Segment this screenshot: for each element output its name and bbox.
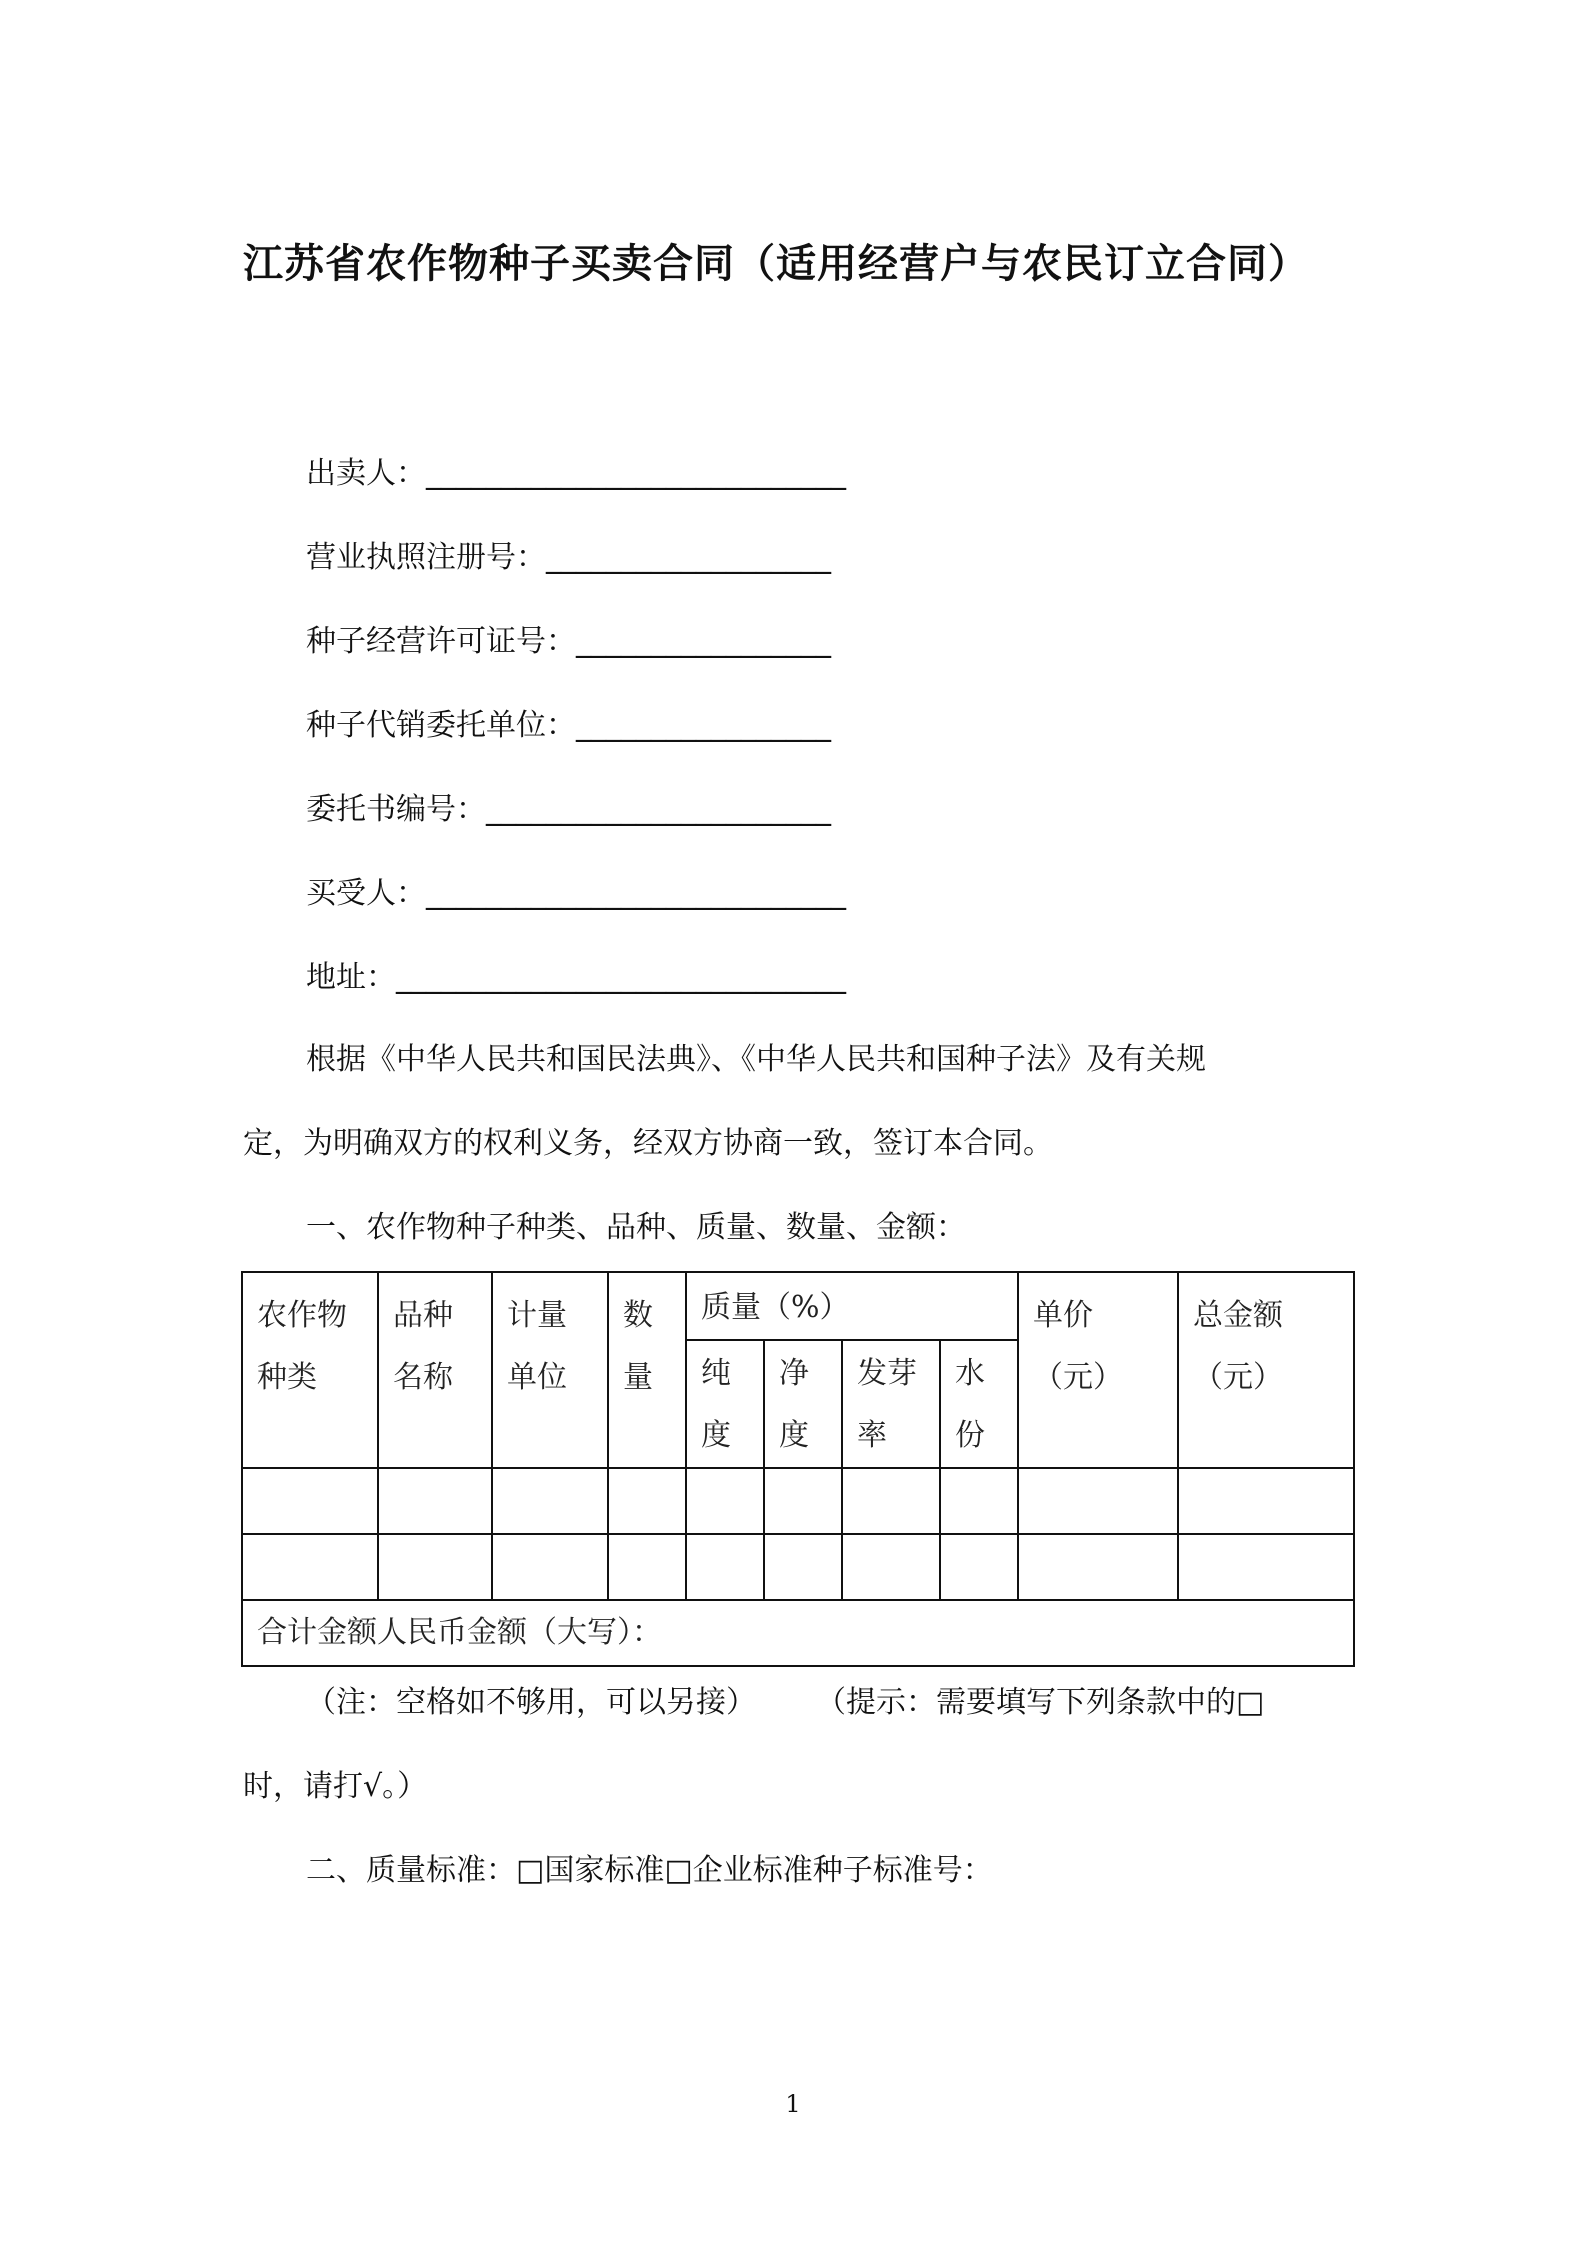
table-cell[interactable] (940, 1468, 1018, 1534)
table-cell[interactable] (492, 1534, 608, 1600)
table-cell[interactable] (378, 1534, 492, 1600)
table-row (242, 1468, 1354, 1534)
field-consignment-unit (306, 706, 831, 746)
table-cell[interactable] (608, 1468, 686, 1534)
header-total-amount: 总金额 （元） (1178, 1272, 1354, 1468)
field-blank[interactable]: ___________________ (546, 540, 831, 575)
field-business-license (306, 538, 831, 578)
document-title: 江苏省农作物种子买卖合同（适用经营户与农民订立合同） (243, 241, 1309, 287)
header-crop-type: 农作物 种类 (242, 1272, 378, 1468)
intro-line-2: 定，为明确双方的权利义务，经双方协商一致，签订本合同。 (243, 1126, 1053, 1161)
header-quantity: 数 量 (608, 1272, 686, 1468)
table-cell[interactable] (940, 1534, 1018, 1600)
intro-line-1: 根据《中华人民共和国民法典》、《中华人民共和国种子法》及有关规 (306, 1042, 1206, 1077)
field-label: 种子经营许可证号： (306, 624, 576, 659)
table-cell[interactable] (1018, 1534, 1178, 1600)
header-unit: 计量 单位 (492, 1272, 608, 1468)
field-entrustment-number (306, 790, 831, 830)
field-blank[interactable]: ____________________________ (426, 456, 846, 491)
field-seller (306, 454, 846, 494)
field-label: 出卖人： (306, 456, 426, 491)
table-cell[interactable] (686, 1468, 764, 1534)
total-amount-row[interactable]: 合计金额人民币金额（大写）： (242, 1600, 1354, 1666)
field-blank[interactable]: ____________________________ (426, 876, 846, 911)
subheader-purity: 纯 度 (686, 1340, 764, 1468)
seed-spec-table (241, 1271, 1355, 1667)
section-2-quality-standard: 二、质量标准：□国家标准□企业标准种子标准号： (306, 1853, 993, 1888)
table-cell[interactable] (492, 1468, 608, 1534)
field-label: 委托书编号： (306, 792, 486, 827)
subheader-germination: 发芽 率 (842, 1340, 940, 1468)
page-number: 1 (785, 2090, 801, 2118)
table-cell[interactable] (242, 1468, 378, 1534)
table-cell[interactable] (686, 1534, 764, 1600)
field-blank[interactable]: ______________________________ (396, 960, 846, 995)
table-cell[interactable] (842, 1534, 940, 1600)
table-cell[interactable] (608, 1534, 686, 1600)
note-line-1: （注：空格如不够用，可以另接） （提示：需要填写下列条款中的□ (306, 1685, 1265, 1720)
table-cell[interactable] (242, 1534, 378, 1600)
field-blank[interactable]: _________________ (576, 708, 831, 743)
field-label: 营业执照注册号： (306, 540, 546, 575)
table-cell[interactable] (842, 1468, 940, 1534)
header-variety: 品种 名称 (378, 1272, 492, 1468)
table-cell[interactable] (1178, 1468, 1354, 1534)
subheader-cleanliness: 净 度 (764, 1340, 842, 1468)
field-blank[interactable]: _________________ (576, 624, 831, 659)
table-cell[interactable] (764, 1468, 842, 1534)
field-address (306, 958, 846, 998)
table-row (242, 1534, 1354, 1600)
field-label: 地址： (306, 960, 396, 995)
header-quality: 质量（%） (686, 1272, 1018, 1340)
field-label: 买受人： (306, 876, 426, 911)
header-unit-price: 单价 （元） (1018, 1272, 1178, 1468)
table-cell[interactable] (1018, 1468, 1178, 1534)
field-seed-license (306, 622, 831, 662)
section-1-heading: 一、农作物种子种类、品种、质量、数量、金额： (306, 1210, 966, 1245)
subheader-moisture: 水 份 (940, 1340, 1018, 1468)
table-cell[interactable] (764, 1534, 842, 1600)
field-blank[interactable]: _______________________ (486, 792, 831, 827)
field-label: 种子代销委托单位： (306, 708, 576, 743)
field-buyer (306, 874, 846, 914)
table-cell[interactable] (378, 1468, 492, 1534)
note-line-2: 时，请打√。） (243, 1769, 428, 1804)
table-cell[interactable] (1178, 1534, 1354, 1600)
